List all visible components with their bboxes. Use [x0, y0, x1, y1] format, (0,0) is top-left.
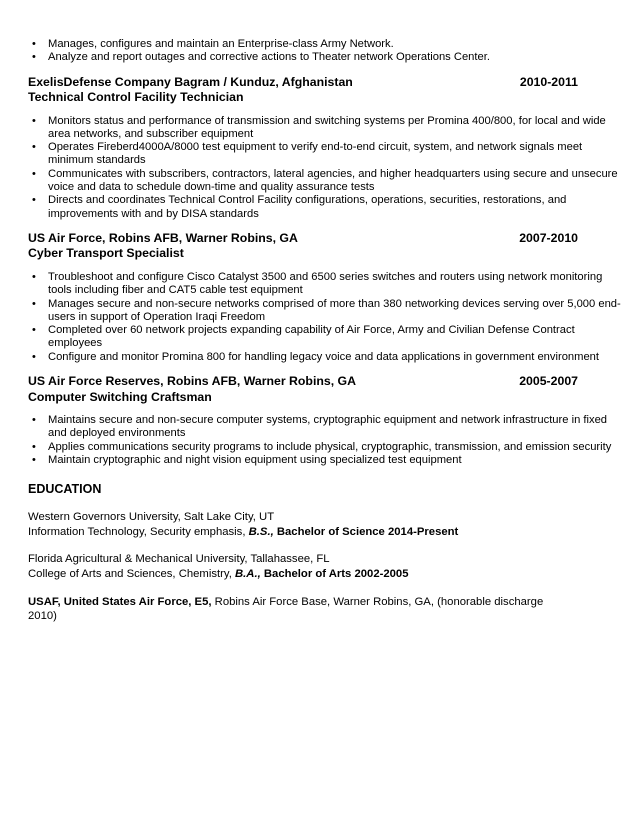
education-degree-line	[28, 525, 628, 540]
military-service-title: USAF, United States Air Force, E5,	[28, 595, 212, 608]
job-dates: 2010-2011	[519, 74, 578, 89]
bullet-icon: •	[32, 453, 36, 466]
top-bullet-list	[28, 38, 628, 65]
bullet-text: Directs and coordinates Technical Control Facility configurations, operations, securities, restorations, and improvements with and by DISA standards	[48, 194, 567, 220]
job-company: US Air Force Reserves, Robins AFB, Warner Robins, GA	[28, 374, 356, 389]
military-service	[28, 595, 568, 624]
job-bullet-list	[28, 115, 628, 221]
education-degree: Bachelor of Science 2014-Present	[273, 525, 459, 538]
bullet-icon: •	[32, 194, 36, 207]
bullet-icon: •	[32, 270, 36, 283]
list-item	[28, 441, 628, 454]
job-entry	[28, 75, 628, 221]
list-item	[28, 194, 628, 221]
list-item	[28, 168, 628, 195]
list-item	[28, 324, 628, 351]
bullet-icon: •	[32, 38, 36, 50]
job-company: ExelisDefense Company Bagram / Kunduz, Afghanistan	[28, 74, 353, 89]
bullet-text: Operates Fireberd4000A/8000 test equipment to verify end-to-end circuit, system, and network signals meet minimum standards	[48, 141, 583, 167]
education-school: Western Governors University, Salt Lake City, UT	[28, 511, 275, 524]
list-item	[28, 51, 628, 64]
bullet-icon: •	[32, 324, 36, 337]
job-title: Technical Control Facility Technician	[28, 90, 244, 105]
list-item	[28, 454, 628, 467]
job-entry	[28, 374, 628, 467]
education-degree: Bachelor of Arts 2002-2005	[260, 568, 409, 581]
list-item	[28, 351, 628, 364]
bullet-text: Analyze and report outages and corrective actions to Theater network Operations Center.	[48, 51, 490, 64]
military-service-details: Robins Air Force Base, Warner Robins, GA, (honorable discharge 2010)	[28, 595, 544, 623]
job-header	[28, 231, 628, 247]
bullet-text: Monitors status and performance of transmission and switching systems per Promina 400/800, for local and wide area networks, and subscriber equipment	[48, 114, 606, 140]
bullet-text: Manages secure and non-secure networks comprised of more than 380 networking devices serving over 5,000 end-users in support of Operation Iraqi Freedom	[48, 297, 621, 323]
resume-content	[28, 38, 628, 624]
job-company: US Air Force, Robins AFB, Warner Robins, GA	[28, 230, 298, 245]
bullet-text: Maintains secure and non-secure computer systems, cryptographic equipment and network infrastructure in fixed and deployed environments	[48, 414, 608, 440]
list-item	[28, 414, 628, 441]
bullet-text: Communicates with subscribers, contractors, lateral agencies, and higher headquarters using secure and unsecure voice and data to schedule down-time and quality assurance tests	[48, 167, 618, 194]
job-bullet-list	[28, 271, 628, 364]
education-heading: EDUCATION	[28, 482, 102, 497]
bullet-icon: •	[32, 114, 36, 127]
job-title: Cyber Transport Specialist	[28, 246, 184, 261]
bullet-text: Troubleshoot and configure Cisco Catalyst 3500 and 6500 series switches and routers using network monitoring tools including fiber and CAT5 cable test equipment	[48, 270, 603, 297]
education-degree-abbr: B.S.,	[248, 525, 274, 538]
job-dates: 2007-2010	[519, 230, 578, 245]
education-degree-abbr: B.A.,	[235, 568, 261, 581]
education-degree-line	[28, 567, 628, 582]
bullet-text: Manages, configures and maintain an Enterprise-class Army Network.	[48, 38, 394, 50]
list-item	[28, 298, 628, 325]
job-entry	[28, 231, 628, 364]
education-field: Information Technology, Security emphasis,	[28, 525, 249, 538]
education-section	[28, 482, 628, 624]
job-bullet-list	[28, 414, 628, 467]
education-entry	[28, 552, 628, 581]
job-header	[28, 374, 628, 390]
bullet-text: Maintain cryptographic and night vision equipment using specialized test equipment	[48, 453, 462, 466]
bullet-icon: •	[32, 141, 36, 154]
bullet-icon: •	[32, 51, 36, 64]
job-title: Computer Switching Craftsman	[28, 389, 212, 404]
bullet-text: Applies communications security programs to include physical, cryptographic, transmission, and emission security	[48, 440, 612, 453]
list-item	[28, 38, 628, 51]
bullet-icon: •	[32, 414, 36, 427]
bullet-icon: •	[32, 297, 36, 310]
bullet-icon: •	[32, 167, 36, 180]
bullet-icon: •	[32, 350, 36, 363]
bullet-icon: •	[32, 440, 36, 453]
bullet-text: Configure and monitor Promina 800 for handling legacy voice and data applications in government environment	[48, 350, 600, 363]
job-dates: 2005-2007	[519, 374, 578, 389]
job-header	[28, 75, 628, 91]
list-item	[28, 141, 628, 168]
education-entry	[28, 510, 628, 539]
list-item	[28, 115, 628, 142]
list-item	[28, 271, 628, 298]
education-school: Florida Agricultural & Mechanical University, Tallahassee, FL	[28, 553, 330, 566]
education-field: College of Arts and Sciences, Chemistry,	[28, 568, 235, 581]
bullet-text: Completed over 60 network projects expanding capability of Air Force, Army and Civilian Defense Contract employees	[48, 324, 575, 350]
